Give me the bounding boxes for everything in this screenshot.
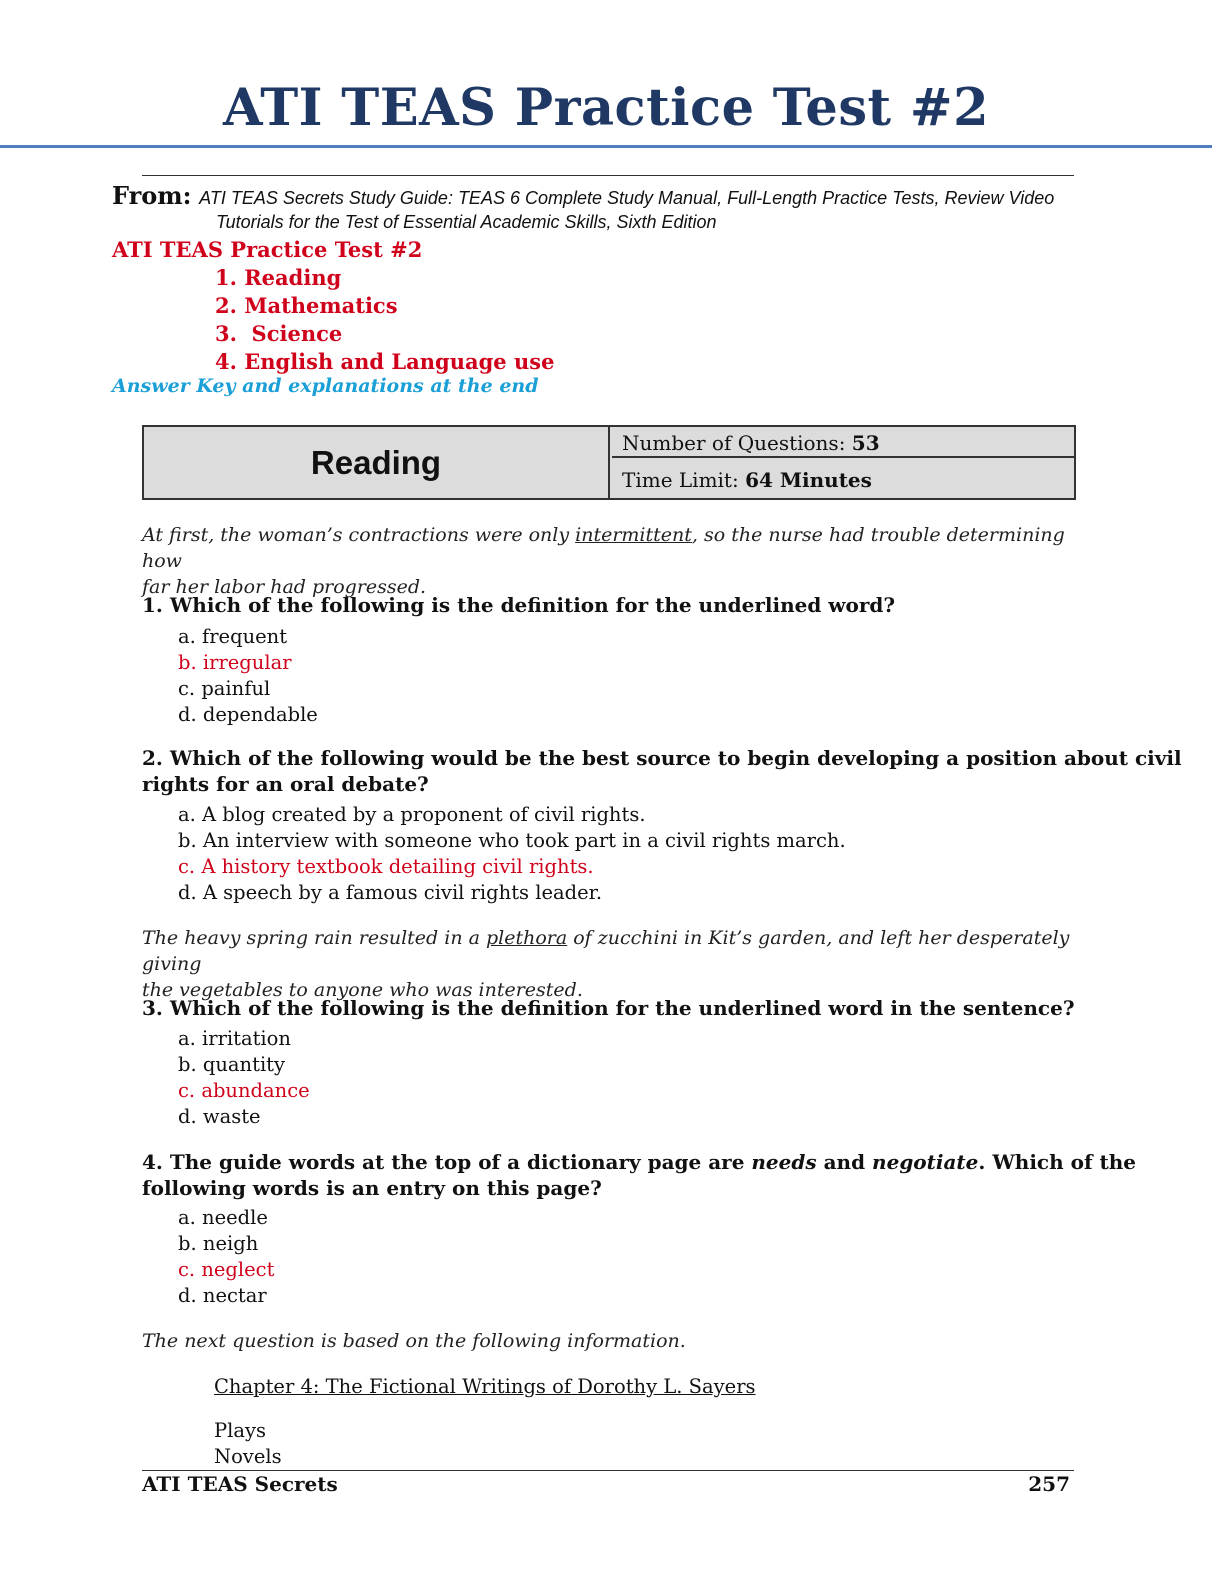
- option: a. frequent: [178, 625, 288, 648]
- question-3-options: [178, 1026, 310, 1130]
- source-title-line1: ATI TEAS Secrets Study Guide: TEAS 6 Complete Study Manual, Full-Length Practice Tests, Review Video: [199, 188, 1055, 208]
- question-3: 3. Which of the following is the definition for the underlined word in the sentence?: [142, 996, 1075, 1020]
- question-2: 2. Which of the following would be the best source to begin developing a position about civil rights for an oral debate?: [142, 746, 1182, 796]
- underlined-word: plethora: [485, 927, 568, 949]
- chapter-title: Chapter 4: The Fictional Writings of Dorothy L. Sayers: [214, 1375, 756, 1398]
- question-5-intro: The next question is based on the following information.: [142, 1330, 686, 1352]
- question-1: 1. Which of the following is the definition for the underlined word?: [142, 593, 896, 617]
- question-1-options: [178, 624, 318, 728]
- option: d. waste: [178, 1105, 261, 1128]
- toc-item-reading: 1. Reading: [215, 265, 342, 290]
- option: b. neigh: [178, 1232, 259, 1255]
- option-answer: c. abundance: [178, 1079, 310, 1102]
- toc-item-english: 4. English and Language use: [215, 349, 555, 374]
- option: a. A blog created by a proponent of civil rights.: [178, 803, 646, 826]
- source-line: [112, 183, 1192, 211]
- section-info-box: [142, 425, 1076, 500]
- time-limit: Time Limit: 64 Minutes: [622, 468, 872, 492]
- chapter-item: Novels: [214, 1445, 282, 1468]
- question-count: Number of Questions: 53: [612, 427, 1074, 458]
- option: d. dependable: [178, 703, 318, 726]
- toc-item-mathematics: 2. Mathematics: [215, 293, 398, 318]
- option: b. quantity: [178, 1053, 286, 1076]
- section-name: Reading: [144, 427, 610, 498]
- option-answer: b. irregular: [178, 651, 292, 674]
- toc-heading: ATI TEAS Practice Test #2: [112, 237, 423, 262]
- option: d. A speech by a famous civil rights leader.: [178, 881, 603, 904]
- footer-divider: [142, 1470, 1074, 1471]
- question-4: 4. The guide words at the top of a dictionary page are needs and negotiate. Which of the following words is an entry on this page?: [142, 1150, 1137, 1200]
- page-number: 257: [1028, 1472, 1070, 1496]
- title-rule: [0, 145, 1212, 148]
- option-answer: c. A history textbook detailing civil rights.: [178, 855, 594, 878]
- source-title-line2: Tutorials for the Test of Essential Academic Skills, Sixth Edition: [216, 212, 717, 232]
- option: a. needle: [178, 1206, 268, 1229]
- answer-key-note: Answer Key and explanations at the end: [112, 375, 539, 397]
- chapter-items: [214, 1418, 282, 1470]
- option: d. nectar: [178, 1284, 267, 1307]
- question-4-options: [178, 1205, 274, 1309]
- toc-item-science: 3. Science: [215, 321, 343, 346]
- option: b. An interview with someone who took part in a civil rights march.: [178, 829, 846, 852]
- footer-title: ATI TEAS Secrets: [142, 1472, 338, 1496]
- passage-1: At first, the woman’s contractions were only intermittent, so the nurse had trouble determining how far her labor had progressed.: [142, 524, 1065, 598]
- source-label: From:: [112, 181, 192, 210]
- chapter-item: Plays: [214, 1419, 267, 1442]
- page-title: ATI TEAS Practice Test #2: [222, 78, 990, 138]
- header-divider: [142, 175, 1074, 176]
- passage-2: The heavy spring rain resulted in a plethora of zucchini in Kit’s garden, and left her desperately giving the vegetables to anyone who was interested.: [142, 927, 1070, 1001]
- option: a. irritation: [178, 1027, 291, 1050]
- option-answer: c. neglect: [178, 1258, 275, 1281]
- question-2-options: [178, 802, 846, 906]
- option: c. painful: [178, 677, 271, 700]
- underlined-word: intermittent: [575, 524, 692, 546]
